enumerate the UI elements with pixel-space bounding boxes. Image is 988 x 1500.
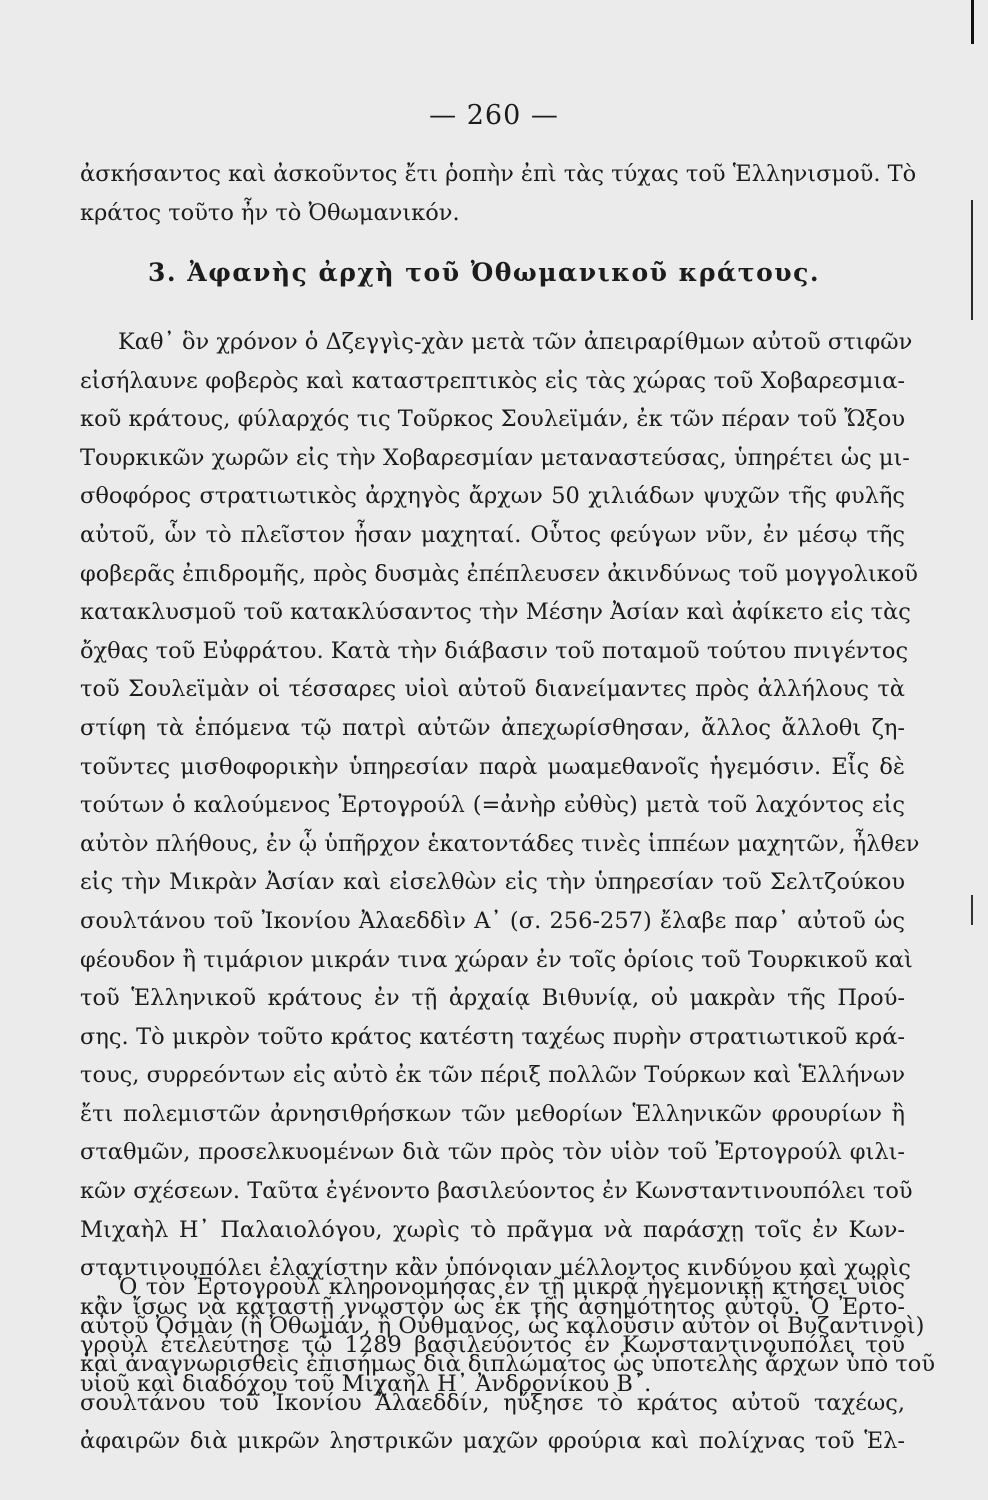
- text-line: τοῦ Σουλεϊμὰν οἱ τέσσαρες υἱοὶ αὐτοῦ διανείμαντες πρὸς ἀλλήλους τὰ: [80, 676, 905, 703]
- text-line: σης. Τὸ μικρὸν τοῦτο κράτος κατέστη ταχέως πυρὴν στρατιωτικοῦ κρά-: [80, 1023, 905, 1050]
- text-line: τους, συρρεόντων εἰς αὐτὸ ἐκ τῶν πέριξ πολλῶν Τούρκων καὶ Ἑλλήνων: [80, 1062, 905, 1089]
- text-line: γροὺλ ἐτελεύτησε τῷ 1289 βασιλεύοντος ἐν Κωνσταντινουπόλει τοῦ: [80, 1332, 905, 1359]
- text-line: ἀφαιρῶν διὰ μικρῶν ληστρικῶν μαχῶν φρούρια καὶ πολίχνας τοῦ Ἑλ-: [80, 1428, 905, 1455]
- section-heading: 3. Ἀφανὴς ἀρχὴ τοῦ Ὀθωμανικοῦ κράτους.: [148, 258, 821, 287]
- text-line: ἔτι πολεμιστῶν ἀρνησιθρήσκων τῶν μεθορίων Ἑλληνικῶν φρουρίων ἢ: [80, 1100, 905, 1127]
- page-edge-mark: [971, 0, 974, 44]
- text-line: Τουρκικῶν χωρῶν εἰς τὴν Χοβαρεσμίαν μεταναστεύσας, ὑπηρέτει ὡς μι-: [80, 444, 910, 471]
- text-line: καὶ ἀναγνωρισθεὶς ἐπισήμως διὰ διπλώματος ὡς ὑποτελὴς ἄρχων ὑπὸ τοῦ: [80, 1351, 936, 1378]
- text-line: σταντινουπόλει ἐλαχίστην κἂν ὑπόνοιαν μέλλοντος κινδύνου καὶ χωρὶς: [80, 1255, 911, 1282]
- text-line: στίφη τὰ ἑπόμενα τῷ πατρὶ αὐτῶν ἀπεχωρίσθησαν, ἄλλος ἄλλοθι ζη-: [80, 714, 905, 741]
- text-line: κράτος τοῦτο ἦν τὸ Ὀθωμανικόν.: [80, 199, 460, 226]
- paragraph-2: [80, 1268, 936, 1461]
- text-line: τοῦντες μισθοφορικὴν ὑπηρεσίαν παρὰ μωαμεθανοῖς ἡγεμόσιν. Εἷς δὲ: [80, 753, 905, 780]
- text-line: φοβερᾶς ἐπιδρομῆς, πρὸς δυσμὰς ἐπέπλευσεν ἀκινδύνως τοῦ μογγολικοῦ: [80, 560, 918, 587]
- text-line: κοῦ κράτους, φύλαρχός τις Τοῦρκος Σουλεϊμάν, ἐκ τῶν πέραν τοῦ Ὤξου: [80, 406, 905, 433]
- text-line: εἰσήλαυνε φοβερὸς καὶ καταστρεπτικὸς εἰς τὰς χώρας τοῦ Χοβαρεσμια-: [80, 367, 905, 394]
- text-line: αὐτοῦ Ὀσμὰν (ἢ Ὀθωμάν, ἢ Οὐθμανος, ὡς καλοῦσιν αὐτὸν οἱ Βυζαντινοὶ): [80, 1312, 925, 1339]
- text-line: τοῦ Ἑλληνικοῦ κράτους ἐν τῇ ἀρχαίᾳ Βιθυνίᾳ, οὐ μακρὰν τῆς Πρού-: [80, 985, 905, 1012]
- text-line: ἀσκήσαντος καὶ ἀσκοῦντος ἔτι ῥοπὴν ἐπὶ τὰς τύχας τοῦ Ἑλληνισμοῦ. Τὸ: [80, 161, 917, 187]
- text-line: σθοφόρος στρατιωτικὸς ἀρχηγὸς ἄρχων 50 χιλιάδων ψυχῶν τῆς φυλῆς: [80, 483, 905, 510]
- text-line: σταθμῶν, προσελκυομένων διὰ τῶν πρὸς τὸν υἱὸν τοῦ Ἐρτογρούλ φιλι-: [80, 1139, 905, 1166]
- text-line: εἰς τὴν Μικρὰν Ἀσίαν καὶ εἰσελθὼν εἰς τὴν ὑπηρεσίαν τοῦ Σελτζούκου: [80, 869, 905, 896]
- text-line: κῶν σχέσεων. Ταῦτα ἐγένοντο βασιλεύοντος ἐν Κωνσταντινουπόλει τοῦ: [80, 1178, 913, 1205]
- paragraph-1: [80, 323, 936, 1404]
- text-line: φέουδον ἢ τιμάριον μικράν τινα χώραν ἐν τοῖς ὁρίοις τοῦ Τουρκικοῦ καὶ: [80, 946, 913, 973]
- page-edge-mark: [971, 895, 973, 925]
- text-line: υἱοῦ καὶ διαδόχου τοῦ Μιχαὴλ Η᾽ Ἀνδρονίκου Β᾽.: [80, 1371, 652, 1398]
- opening-text: [80, 155, 917, 232]
- page-edge-mark: [971, 200, 973, 320]
- text-line: αὐτὸν πλήθους, ἐν ᾧ ὑπῆρχον ἑκατοντάδες τινὲς ἱππέων μαχητῶν, ἦλθεν: [80, 830, 920, 857]
- text-line: Ὁ τὸν Ἐρτογροὺλ κληρονομήσας ἐν τῇ μικρᾷ ἡγεμονικῇ κτήσει υἱὸς: [118, 1274, 905, 1300]
- text-line: σουλτάνου τοῦ Ἰκονίου Ἀλαεδδὶν Α᾽ (σ. 256-257) ἔλαβε παρ᾽ αὐτοῦ ὡς: [80, 907, 905, 934]
- text-line: κἂν ἴσως νὰ καταστῇ γνωστὸν ὡς ἐκ τῆς ἀσημότητος αὐτοῦ. Ὁ Ἐρτο-: [80, 1293, 905, 1320]
- text-line: ὄχθας τοῦ Εὐφράτου. Κατὰ τὴν διάβασιν τοῦ ποταμοῦ τούτου πνιγέντος: [80, 637, 909, 664]
- page-number: — 260 —: [429, 100, 559, 131]
- text-line: αὐτοῦ, ὧν τὸ πλεῖστον ἦσαν μαχηταί. Οὗτος φεύγων νῦν, ἐν μέσῳ τῆς: [80, 521, 905, 548]
- text-line: Καθ᾽ ὃν χρόνον ὁ Δζεγγὶς-χὰν μετὰ τῶν ἀπειραρίθμων αὐτοῦ στιφῶν: [118, 329, 913, 355]
- text-line: τούτων ὁ καλούμενος Ἐρτογρούλ (=ἀνὴρ εὐθὺς) μετὰ τοῦ λαχόντος εἰς: [80, 792, 905, 819]
- text-line: Μιχαὴλ Η᾽ Παλαιολόγου, χωρὶς τὸ πρᾶγμα νὰ παράσχῃ τοῖς ἐν Κων-: [80, 1216, 905, 1243]
- text-line: σουλτάνου τοῦ Ἰκονίου Ἀλαεδδίν, ηὔξησε τὸ κράτος αὐτοῦ ταχέως,: [80, 1389, 905, 1416]
- text-line: κατακλυσμοῦ τοῦ κατακλύσαντος τὴν Μέσην Ἀσίαν καὶ ἀφίκετο εἰς τὰς: [80, 599, 911, 626]
